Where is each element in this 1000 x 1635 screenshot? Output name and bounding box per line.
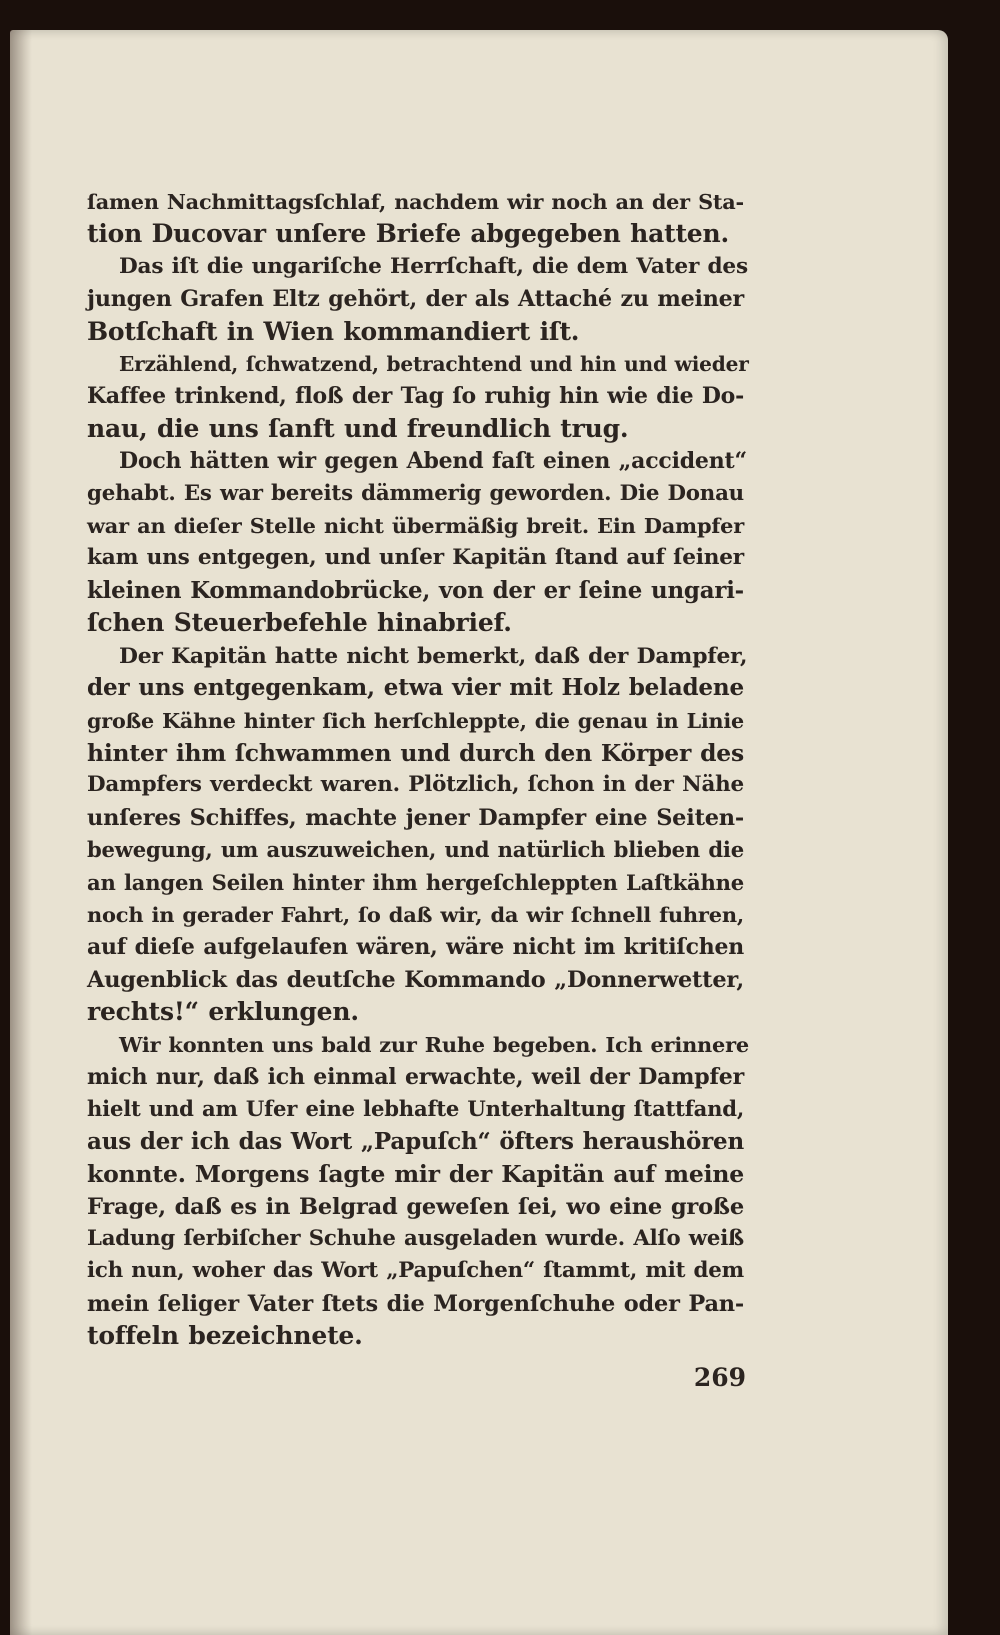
text-line: jungen Grafen Eltz gehört, der als Attaché zu meiner <box>87 286 744 313</box>
text-line: Frage, daß es in Belgrad geweſen ſei, wo eine große <box>87 1193 744 1220</box>
text-line: tion Ducovar unſere Briefe abgegeben hatten. <box>87 219 729 249</box>
text-line: Ladung ſerbiſcher Schuhe ausgeladen wurde. Alſo weiß <box>87 1226 744 1251</box>
text-line: Erzählend, ſchwatzend, betrachtend und hin und wieder <box>119 352 749 377</box>
text-line: Kaffee trinkend, floß der Tag ſo ruhig hin wie die Do- <box>87 383 744 410</box>
text-line: der uns entgegenkam, etwa vier mit Holz beladene <box>87 674 744 702</box>
paragraph <box>87 251 748 348</box>
text-line: kam uns entgegen, und unſer Kapitän ſtand auf ſeiner <box>87 545 744 571</box>
text-line: an langen Seilen hinter ihm hergeſchleppten Laſtkähne <box>87 869 744 895</box>
paragraph <box>87 348 749 445</box>
page-number: 269 <box>693 1363 746 1392</box>
paragraph <box>87 186 744 251</box>
text-line: unſeres Schiffes, machte jener Dampfer eine Seiten- <box>87 804 744 831</box>
paragraph <box>87 1029 749 1353</box>
text-line: Das iſt die ungariſche Herrſchaft, die dem Vater des <box>119 253 748 279</box>
text-line: Der Kapitän hatte nicht bemerkt, daß der Dampfer, <box>119 642 748 669</box>
text-line: Doch hätten wir gegen Abend faſt einen „accident“ <box>119 448 747 475</box>
body-text <box>87 186 749 1353</box>
text-line: konnte. Morgens ſagte mir der Kapitän auf meine <box>87 1160 744 1189</box>
text-line: Augenblick das deutſche Kommando „Donnerwetter, <box>87 966 744 993</box>
text-line: aus der ich das Wort „Papuſch“ öfters heraushören <box>87 1127 744 1155</box>
text-line: ſamen Nachmittagsſchlaf, nachdem wir noch an der Sta- <box>87 189 744 214</box>
text-line: ich nun, woher das Wort „Papuſchen“ ſtammt, mit dem <box>87 1258 744 1284</box>
text-line: mich nur, daß ich einmal erwachte, weil der Dampfer <box>87 1063 744 1090</box>
paragraph <box>87 445 747 639</box>
paragraph <box>87 640 748 1029</box>
text-line: große Kähne hinter ſich herſchleppte, die genau in Linie <box>87 708 744 733</box>
text-line: mein ſeliger Vater ſtets die Morgenſchuhe oder Pan- <box>87 1290 744 1317</box>
text-line: bewegung, um auszuweichen, und natürlich blieben die <box>87 837 744 863</box>
text-line: Botſchaft in Wien kommandiert iſt. <box>87 316 580 346</box>
text-line: Wir konnten uns bald zur Ruhe begeben. Ich erinnere <box>119 1031 749 1057</box>
text-line: Dampfers verdeckt waren. Plötzlich, ſchon in der Nähe <box>87 772 744 798</box>
text-line: nau, die uns ſanft und freundlich trug. <box>87 413 629 443</box>
text-line: kleinen Kommandobrücke, von der er ſeine ungari- <box>87 576 744 604</box>
text-line: rechts!“ erklungen. <box>87 997 359 1027</box>
text-line: hinter ihm ſchwammen und durch den Körper des <box>87 738 744 767</box>
text-line: noch in gerader Fahrt, ſo daß wir, da wir ſchnell fuhren, <box>87 901 744 927</box>
text-line: toffeln bezeichnete. <box>87 1321 363 1351</box>
text-line: war an dieſer Stelle nicht übermäßig breit. Ein Dampfer <box>87 513 744 539</box>
spine-shadow <box>10 30 32 1635</box>
text-line: gehabt. Es war bereits dämmerig geworden. Die Donau <box>87 480 744 506</box>
text-line: auf dieſe aufgelaufen wären, wäre nicht im kritiſchen <box>87 934 744 961</box>
text-line: ſchen Steuerbefehle hinabrief. <box>87 608 512 638</box>
text-line: hielt und am Ufer eine lebhafte Unterhaltung ſtattfand, <box>87 1096 744 1122</box>
